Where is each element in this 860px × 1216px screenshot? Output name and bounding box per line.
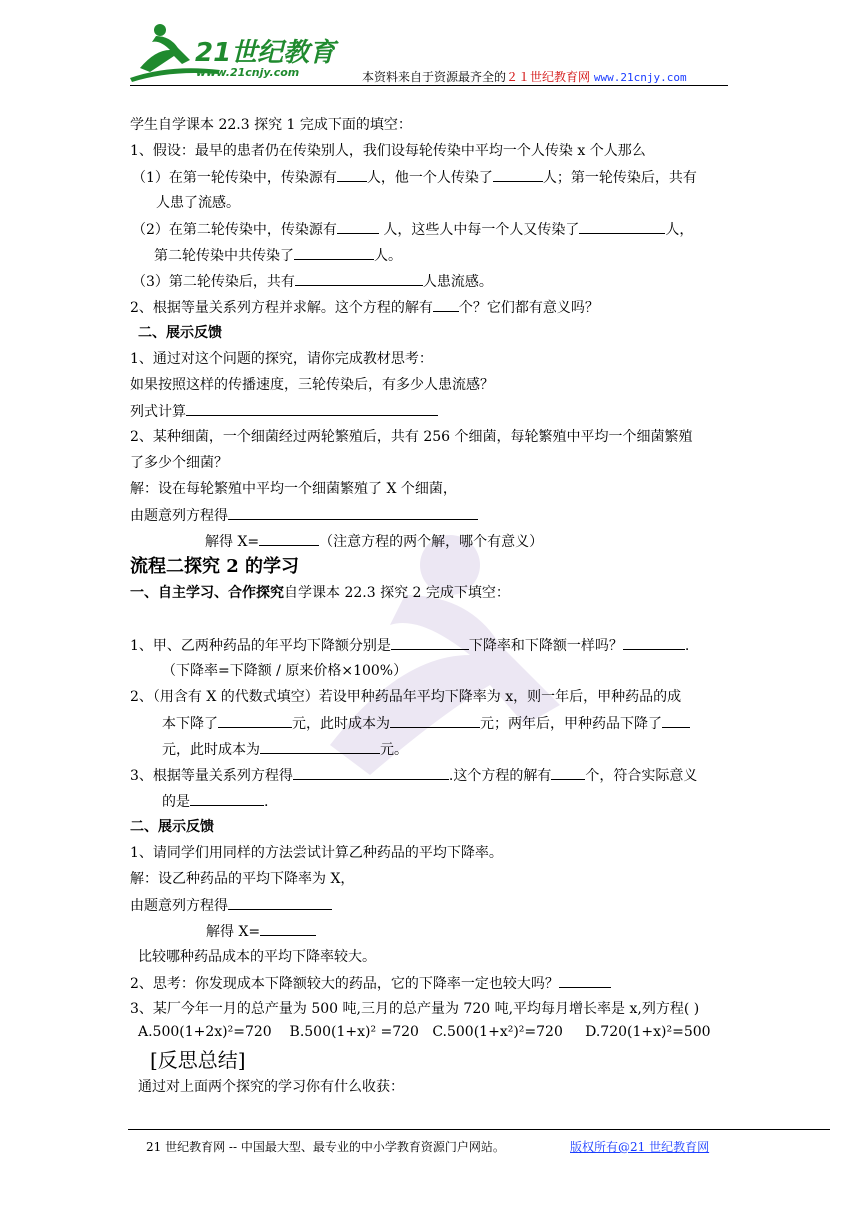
p2-q2-cont <box>162 712 690 733</box>
p2-q1-text-a: 1、甲、乙两种药品的年平均下降额分别是 <box>130 638 391 654</box>
q1-3-text-b: 人患流感。 <box>422 274 493 290</box>
fb1-sol2-text: 由题意列方程得 <box>130 508 228 524</box>
header-tagline <box>362 68 687 85</box>
p2-q3-text-b: .这个方程的解有 <box>448 768 552 784</box>
p2-question-2: 2、（用含有 X 的代数式填空）若设甲种药品年平均下降率为 x，则一年后，甲种药品的成 <box>130 689 682 705</box>
q1-1-text-a: （1）在第一轮传染中，传染源有 <box>132 170 337 186</box>
fb2-sol3 <box>206 920 316 941</box>
fb1-sol3-text-a: 解得 X= <box>205 534 260 550</box>
p2-q3-text-d: 的是 <box>162 794 190 810</box>
blank-16[interactable] <box>260 738 380 754</box>
blank-12[interactable] <box>623 634 685 650</box>
q1-2-text-d: 第二轮传染中共传染了 <box>154 248 294 264</box>
question-2 <box>130 296 599 317</box>
question-1-2 <box>132 218 693 239</box>
blank-5[interactable] <box>294 244 374 260</box>
blank-2[interactable] <box>493 166 543 182</box>
p2-q2-text-b: 本下降了 <box>162 716 218 732</box>
q1-2-text-c: 人， <box>665 222 694 238</box>
part2-subtitle <box>130 582 510 602</box>
p2-q2-text-f: 元。 <box>380 742 408 758</box>
fb1-q1: 1、通过对这个问题的探究，请你完成教材思考： <box>130 351 433 367</box>
p2-q3-text-c: 个，符合实际意义 <box>585 768 698 784</box>
p2-q3-text-e: . <box>264 794 269 810</box>
fb1-q1c <box>130 400 438 421</box>
part2-sub-rest: 自学课本 22.3 探究 2 完成下填空： <box>284 585 510 601</box>
p2-q2-text-d: 元；两年后，甲种药品下降了 <box>480 716 662 732</box>
fb1-q2b: 了多少个细菌？ <box>130 455 228 471</box>
q2-text-a: 2、根据等量关系列方程并求解。这个方程的解有 <box>130 300 433 316</box>
fb2-q2 <box>130 972 611 993</box>
footer-copyright-link[interactable]: 版权所有@21 世纪教育网 <box>570 1140 710 1154</box>
tagline-brand[interactable]: ２１世纪教育网 <box>506 70 591 84</box>
summary-text: 通过对上面两个探究的学习你有什么收获： <box>138 1079 404 1095</box>
fb2-compare: 比较哪种药品成本的平均下降率较大。 <box>138 949 376 965</box>
p2-q2-text-e: 元，此时成本为 <box>162 742 260 758</box>
section-heading-feedback-2: 二、展示反馈 <box>130 819 214 835</box>
option-c[interactable]: C.500(1+x²)²=720 <box>432 1024 563 1040</box>
header-divider <box>130 85 728 86</box>
blank-20[interactable] <box>228 894 332 910</box>
q1-1-text-c: 人；第一轮传染后，共有 <box>542 170 697 186</box>
question-1: 1、假设：最早的患者仍在传染别人，我们设每轮传染中平均一个人传染 x 个人那么 <box>130 143 646 159</box>
footer-divider <box>128 1129 830 1130</box>
fb1-calc-label: 列式计算 <box>130 404 186 420</box>
fb1-sol2 <box>130 504 478 525</box>
blank-15[interactable] <box>662 712 690 728</box>
footer-left: 21 世纪教育网 -- 中国最大型、最专业的中小学教育资源门户网站。 <box>146 1140 505 1154</box>
blank-18[interactable] <box>551 764 585 780</box>
part2-title: 流程二探究 2 的学习 <box>130 556 300 577</box>
fb1-q1b: 如果按照这样的传播速度，三轮传染后，有多少人患流感？ <box>130 377 494 393</box>
option-a[interactable]: A.500(1+2x)²=720 <box>138 1024 272 1040</box>
option-b[interactable]: B.500(1+x)² =720 <box>289 1024 419 1040</box>
blank-1[interactable] <box>337 166 367 182</box>
p2-q1-text-b: 下降率和下降额一样吗？ <box>468 638 623 654</box>
q1-2-text-b: 人，这些人中每一个人又传染了 <box>378 222 580 238</box>
blank-3[interactable] <box>337 218 379 234</box>
option-d[interactable]: D.720(1+x)²=500 <box>585 1024 711 1040</box>
q2-text-b: 个？它们都有意义吗？ <box>458 300 599 316</box>
p2-q3-cont <box>162 790 268 811</box>
p2-q2-cont2 <box>162 738 408 759</box>
fb1-sol1: 解：设在每轮繁殖中平均一个细菌繁殖了 X 个细菌， <box>130 481 457 497</box>
part2-sub-bold: 一、自主学习、合作探究 <box>130 585 284 601</box>
fb1-sol3-text-b: （注意方程的两个解，哪个有意义） <box>319 534 544 550</box>
p2-q2-text-c: 元，此时成本为 <box>292 716 390 732</box>
blank-8[interactable] <box>186 400 438 416</box>
blank-6[interactable] <box>295 270 423 286</box>
p2-question-3 <box>130 764 697 785</box>
section-heading-feedback: 二、展示反馈 <box>138 325 222 341</box>
blank-7[interactable] <box>433 296 459 312</box>
logo-url: www.21cnjy.com <box>196 66 300 79</box>
tagline-prefix: 本资料来自于资源最齐全的 <box>362 70 507 84</box>
blank-19[interactable] <box>190 790 264 806</box>
q1-1-cont: 人患了流感。 <box>156 195 240 211</box>
fb2-q1: 1、请同学们用同样的方法尝试计算乙种药品的平均下降率。 <box>130 845 503 861</box>
blank-9[interactable] <box>228 504 478 520</box>
p2-q3-text-a: 3、根据等量关系列方程得 <box>130 768 293 784</box>
fb2-sol3-text: 解得 X= <box>206 924 261 940</box>
fb2-sol2-text: 由题意列方程得 <box>130 898 228 914</box>
blank-17[interactable] <box>293 764 449 780</box>
blank-4[interactable] <box>579 218 665 234</box>
intro-line: 学生自学课本 22.3 探究 1 完成下面的填空： <box>130 117 412 133</box>
question-1-3 <box>132 270 493 291</box>
blank-21[interactable] <box>260 920 316 936</box>
blank-10[interactable] <box>259 530 319 546</box>
fb1-q2a: 2、某种细菌，一个细菌经过两轮繁殖后，共有 256 个细菌，每轮繁殖中平均一个细菌繁殖 <box>130 429 693 445</box>
q1-3-text-a: （3）第二轮传染后，共有 <box>132 274 295 290</box>
q1-1-text-b: 人，他一个人传染了 <box>366 170 493 186</box>
q1-2-cont <box>154 244 402 265</box>
blank-11[interactable] <box>391 634 469 650</box>
fb2-q3: 3、某厂今年一月的总产量为 500 吨,三月的总产量为 720 吨,平均每月增长率是 x,列方程( ) <box>130 1001 700 1017</box>
logo-text: 21世纪教育 <box>195 38 336 68</box>
fb1-sol3 <box>205 530 543 551</box>
tagline-url[interactable]: www.21cnjy.com <box>593 71 687 84</box>
p2-q1-note: （下降率=下降额 / 原来价格×100%） <box>162 663 408 679</box>
question-1-1 <box>132 166 697 187</box>
fb2-q2-text: 2、思考：你发现成本下降额较大的药品，它的下降率一定也较大吗？ <box>130 976 559 992</box>
blank-22[interactable] <box>559 972 611 988</box>
fb2-sol1: 解：设乙种药品的平均下降率为 X， <box>130 871 355 887</box>
fb2-options <box>138 1024 711 1040</box>
fb2-sol2 <box>130 894 332 915</box>
blank-13[interactable] <box>218 712 292 728</box>
blank-14[interactable] <box>390 712 480 728</box>
summary-title: [反思总结] <box>150 1048 246 1072</box>
q1-2-text-a: （2）在第二轮传染中，传染源有 <box>132 222 337 238</box>
q1-2-text-e: 人。 <box>374 248 402 264</box>
p2-question-1 <box>130 634 689 655</box>
p2-q1-text-c: . <box>684 638 690 654</box>
